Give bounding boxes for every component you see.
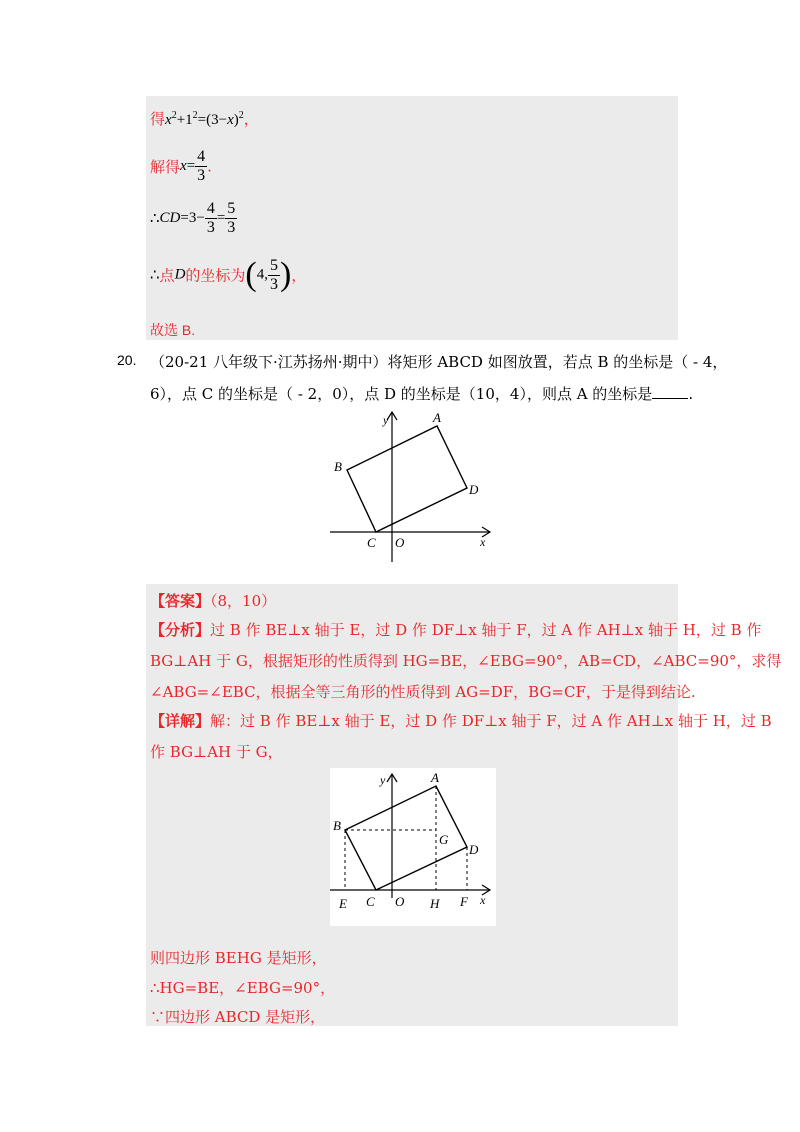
label-d: D	[469, 842, 479, 857]
math-var: D	[174, 266, 186, 283]
question-line-1: （20-21 八年级下·江苏扬州·期中）将矩形 ABCD 如图放置，若点 B 的坐标是（ - 4，	[150, 353, 728, 371]
detail-text-1: 解：过 B 作 BE⊥x 轴于 E，过 D 作 DF⊥x 轴于 F，过 A 作 AH⊥x 轴于 H，过 B	[210, 712, 772, 730]
solution-line-equation: 得$x^2+1^2=(3-x)^2$，	[150, 110, 259, 128]
therefore-symbol: ∴	[150, 267, 160, 284]
label-o: O	[395, 894, 405, 909]
detail-line-2: 作 BG⊥AH 于 G，	[150, 743, 283, 761]
answer-panel	[146, 584, 782, 1026]
math-x: $x^2+1^2=(3-x)^2$	[165, 110, 244, 128]
big-paren: (	[245, 256, 257, 293]
text-b: 的坐标为	[185, 266, 246, 285]
solution-line-solve	[150, 148, 212, 185]
fraction: $\frac{4}{3}$	[197, 148, 206, 184]
analysis-line-1	[150, 619, 761, 640]
math-eq: =	[216, 210, 226, 226]
answer-value: （8，10）	[210, 592, 277, 610]
math-var: x	[180, 158, 187, 174]
rectangle-diagram	[330, 408, 494, 564]
label-d: D	[469, 482, 479, 497]
label-x: x	[480, 893, 486, 907]
label-y: y	[380, 773, 386, 787]
detail-tag: 【详解】	[150, 712, 211, 730]
question-line-2-end: .	[688, 385, 694, 403]
math-eq: =	[180, 210, 189, 226]
answer-blank	[652, 384, 688, 399]
label-a: A	[433, 410, 441, 425]
construction-diagram	[330, 768, 496, 926]
math-eq: =	[186, 158, 196, 174]
text-tail: ，	[291, 266, 307, 285]
label-g: G	[439, 832, 449, 847]
answer-line	[150, 590, 276, 611]
label-a: A	[431, 770, 439, 785]
math-minus: −	[196, 210, 205, 226]
question-number: 20.	[117, 352, 137, 368]
solution-line-cd	[150, 200, 237, 237]
math-num: 3	[188, 210, 197, 226]
text-prefix: 得	[150, 110, 166, 128]
label-b: B	[334, 459, 342, 474]
previous-solution-panel	[146, 96, 678, 340]
answer-tag: 【答案】	[150, 592, 211, 610]
math-var: CD	[159, 210, 181, 226]
analysis-tag: 【分析】	[150, 621, 211, 639]
analysis-line-2: BG⊥AH 于 G，根据矩形的性质得到 HG=BE，∠EBG=90°，AB=CD，∠ABC=90°，求得	[150, 652, 782, 670]
question-line-2-text: 6），点 C 的坐标是（ - 2，0），点 D 的坐标是（10，4），则点 A 的坐标是	[150, 385, 653, 403]
label-e: E	[339, 896, 347, 911]
fraction: $\frac{5}{3}$	[227, 200, 236, 236]
detail-line-1	[150, 710, 772, 731]
math-comma: ,	[264, 266, 268, 283]
question-line-2	[150, 383, 693, 404]
label-o: O	[395, 535, 405, 550]
rectangle-diagram-svg	[330, 408, 494, 564]
step-line-1: 则四边形 BEHG 是矩形，	[150, 949, 327, 967]
solution-line-coordinate	[150, 256, 306, 294]
step-line-3: ∵四边形 ABCD 是矩形，	[150, 1008, 326, 1026]
therefore-symbol: ∴	[150, 211, 160, 227]
label-f: F	[460, 894, 468, 909]
text-tail: .	[207, 157, 212, 176]
choice-text: 故选 B.	[150, 322, 196, 338]
label-b: B	[333, 818, 341, 833]
fraction: $\frac{5}{3}$	[270, 256, 278, 293]
analysis-text-1: 过 B 作 BE⊥x 轴于 E，过 D 作 DF⊥x 轴于 F，过 A 作 AH⊥x 轴于 H，过 B 作	[210, 621, 762, 639]
fraction: $\frac{4}{3}$	[206, 200, 215, 236]
label-x: x	[480, 535, 486, 549]
label-y: y	[383, 413, 389, 427]
rectangle-abcd	[347, 426, 467, 532]
analysis-line-3: ∠ABG=∠EBC，根据全等三角形的性质得到 AG=DF，BG=CF，于是得到结论.	[150, 683, 696, 701]
label-c: C	[366, 894, 375, 909]
construction-diagram-svg	[330, 768, 496, 926]
text-prefix: 解得	[150, 158, 181, 176]
step-line-2: ∴HG=BE，∠EBG=90°，	[150, 979, 336, 997]
solution-line-choice	[150, 320, 195, 340]
label-h: H	[430, 896, 440, 911]
label-c: C	[367, 535, 376, 550]
rectangle-abcd	[345, 786, 467, 890]
big-paren: )	[280, 256, 292, 293]
math-num: 4	[256, 266, 265, 283]
text-a: 点	[159, 266, 175, 285]
